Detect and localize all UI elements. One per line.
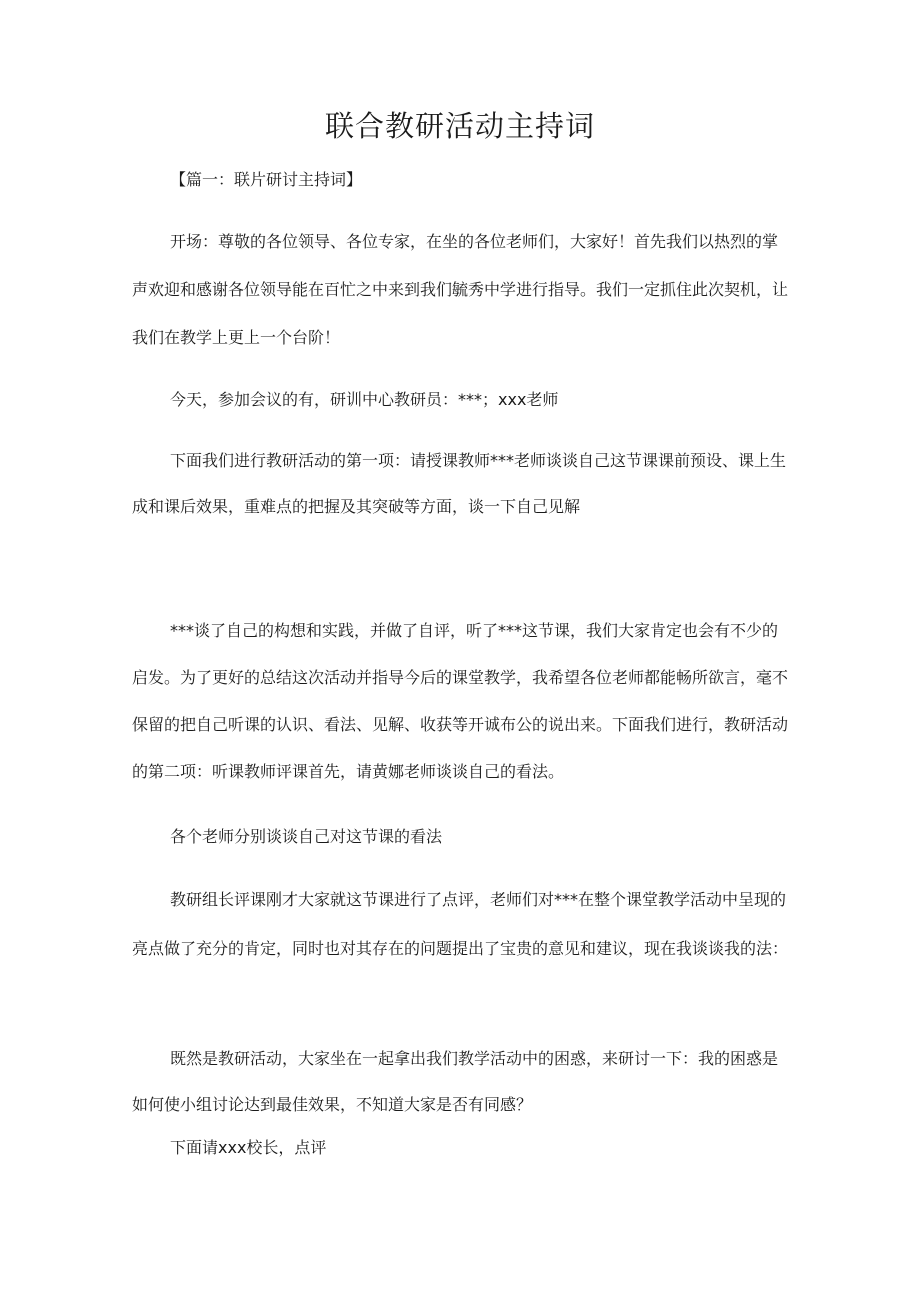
paragraph-opening: 开场：尊敬的各位领导、各位专家，在坐的各位老师们，大家好！首先我们以热烈的掌声欢迎和感谢各位领导能在百忙之中来到我们毓秀中学进行指导。我们一定抓住此次契机，让我们在教学上更上一个台阶！ (132, 232, 789, 347)
paragraph-second-item: ***谈了自己的构想和实践，并做了自评，听了***这节课，我们大家肯定也会有不少的启发。为了更好的总结这次活动并指导今后的课堂教学，我希望各位老师都能畅所欲言，毫不保留的把自己听课的认识、看法、见解、收获等开诚布公的说出来。下面我们进行，教研活动的第二项：听课教师评课首先，请黄娜老师谈谈自己的看法。 (132, 621, 789, 781)
paragraph-first-item: 下面我们进行教研活动的第一项：请授课教师***老师谈谈自己这节课课前预设、课上生成和课后效果，重难点的把握及其突破等方面，谈一下自己见解 (132, 451, 787, 516)
paragraph-group-leader-review: 教研组长评课刚才大家就这节课进行了点评，老师们对***在整个课堂教学活动中呈现的亮点做了充分的肯定，同时也对其存在的问题提出了宝贵的意见和建议，现在我谈谈我的法： (132, 890, 789, 958)
paragraph-attendees: 今天，参加会议的有，研训中心教研员：***；xxx老师 (170, 390, 559, 409)
paragraph-teachers-views: 各个老师分别谈谈自己对这节课的看法 (170, 827, 443, 846)
section-heading: 【篇一：联片研讨主持词】 (170, 170, 363, 189)
paragraph-principal-review: 下面请xxx校长，点评 (170, 1138, 327, 1157)
paragraph-discussion: 既然是教研活动，大家坐在一起拿出我们教学活动中的困惑，来研讨一下：我的困惑是如何使小组讨论达到最佳效果，不知道大家是否有同感？ (132, 1049, 779, 1114)
document-title: 联合教研活动主持词 (324, 109, 595, 143)
